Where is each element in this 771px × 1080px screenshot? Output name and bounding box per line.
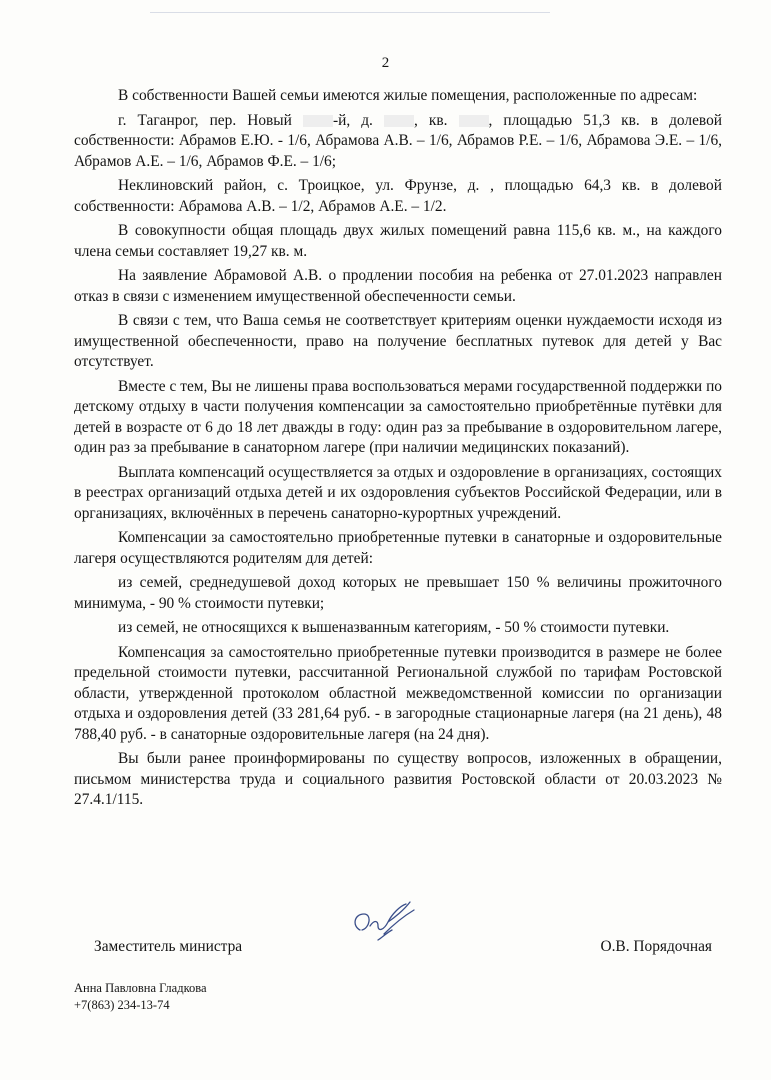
paragraph-benefit-refusal: На заявление Абрамовой А.В. о продлении пособия на ребенка от 27.01.2023 направлен отказ в связи с изменением имущественной обеспеченности семьи.: [74, 267, 722, 305]
address-text-a: г. Таганрог, пер. Новый: [118, 111, 292, 129]
signer-position: Заместитель министра: [94, 938, 243, 955]
redacted-field: [303, 115, 333, 127]
paragraph-address-neklinovsky: Неклиновский район, с. Троицкое, ул. Фрунзе, д. , площадью 64,3 кв. в долевой собственности: Абрамова А.В. – 1/2, Абрамов А.Е. – 1/2.: [74, 177, 722, 215]
redacted-field: [384, 115, 414, 127]
contact-name: Анна Павловна Гладкова: [74, 981, 207, 995]
paragraph-other-families: из семей, не относящихся к вышеназванным категориям, - 50 % стоимости путевки.: [118, 619, 670, 636]
paragraph-total-area: В совокупности общая площадь двух жилых помещений равна 115,6 кв. м., на каждого члена семьи составляет 19,27 кв. м.: [74, 222, 722, 260]
paragraph-payment: Выплата компенсаций осуществляется за отдых и оздоровление в организациях, состоящих в реестрах организаций отдыха детей и их оздоровления субъектов Российской Федерации, или в организациях, включённых в перечень санаторно-курортных учреждений.: [74, 463, 722, 522]
page-number: 2: [381, 55, 390, 71]
paragraph-support-measures: Вместе с тем, Вы не лишены права воспользоваться мерами государственной поддержки по детскому отдыху в части получения компенсации за самостоятельно приобретённые путёвки для детей в возрасте от 6 до 18 лет дважды в году: один раз за пребывание в оздоровительном лагере, один раз за пребывание в санаторном лагере (при наличии медицинских показаний).: [74, 377, 722, 456]
address-text-d: , площадью 51,3 кв. в долевой собственности: Абрамов Е.Ю. - 1/6, Абрамова А.В. – 1/6, Абрамов Р.Е. – 1/6, Абрамова Э.Е. – 1/6, Абрамов А.Е. – 1/6, Абрамов Ф.Е. – 1/6;: [74, 111, 722, 170]
scan-artifact-line: [150, 12, 550, 13]
paragraph-intro: В собственности Вашей семьи имеются жилые помещения, расположенные по адресам:: [118, 87, 698, 104]
paragraph-address-taganrog: [74, 111, 722, 173]
letter-body: [74, 86, 722, 815]
signature-block: [94, 938, 712, 962]
contact-phone: +7(863) 234-13-74: [74, 998, 170, 1012]
paragraph-income-150: из семей, среднедушевой доход которых не превышает 150 % величины прожиточного минимума, - 90 % стоимости путевки;: [74, 574, 722, 612]
address-text-c: , кв.: [413, 111, 448, 129]
paragraph-cost-limit: Компенсация за самостоятельно приобретенные путевки производится в размере не более предельной стоимости путевки, рассчитанной Региональной службой по тарифам Ростовской области, утвержденной протоколом областной межведомственной комиссии по организации отдыха и оздоровления детей (33 281,64 руб. - в загородные стационарные лагеря (на 21 день), 48 788,40 руб. - в санаторные оздоровительные лагеря (на 24 дня).: [74, 643, 722, 743]
contact-block: [74, 980, 207, 1014]
signer-name: О.В. Порядочная: [600, 938, 712, 955]
paragraph-criteria: В связи с тем, что Ваша семья не соответствует критериям оценки нуждаемости исходя из имущественной обеспеченности, право на получение бесплатных путевок для детей у Вас отсутствует.: [74, 312, 722, 370]
paragraph-compensation: Компенсации за самостоятельно приобретенные путевки в санаторные и оздоровительные лагеря осуществляются родителям для детей:: [74, 529, 722, 567]
paragraph-previously-informed: Вы были ранее проинформированы по существу вопросов, изложенных в обращении, письмом министерства труда и социального развития Ростовской области от 20.03.2023 № 27.4.1/115.: [74, 750, 722, 808]
address-text-b: -й, д.: [332, 111, 373, 129]
redacted-field: [459, 115, 489, 127]
